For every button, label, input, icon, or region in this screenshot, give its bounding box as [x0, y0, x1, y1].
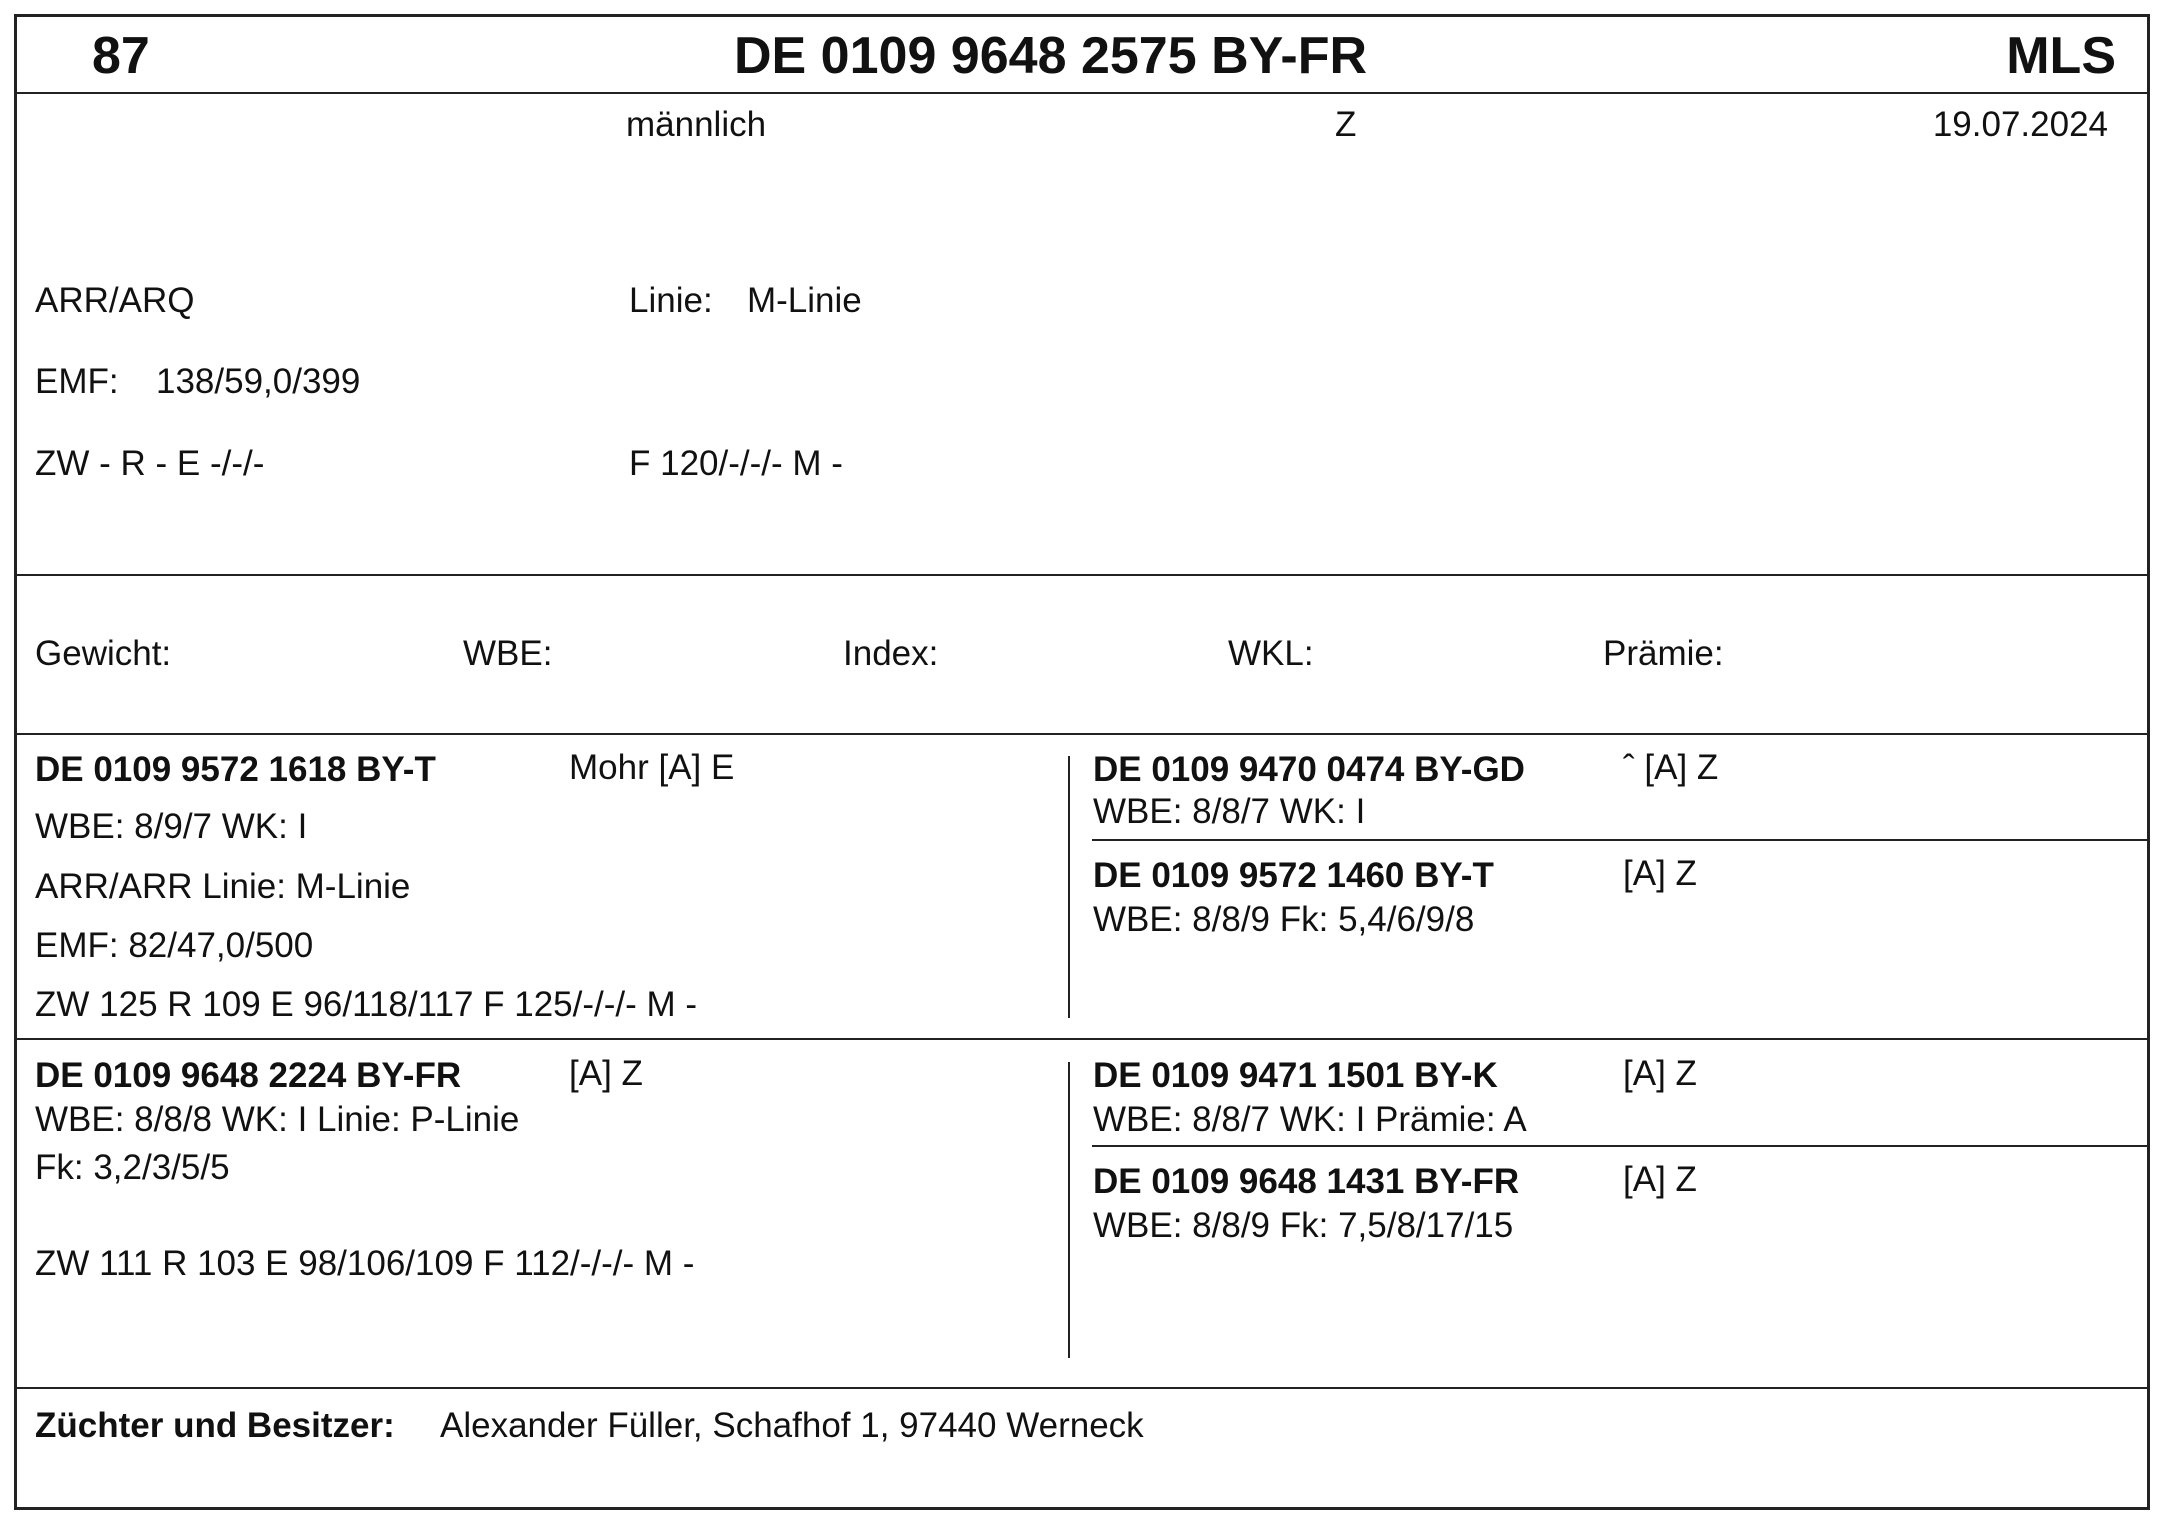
status-mark: Z: [1335, 105, 1357, 144]
sire-dam-wbe: WBE: 8/8/9 Fk: 5,4/6/9/8: [1093, 900, 1475, 939]
dam-sire-id: DE 0109 9471 1501 BY-K: [1093, 1056, 1498, 1095]
divider-dam-grandparents: [1092, 1145, 2150, 1147]
arr-genotype: ARR/ARQ: [35, 281, 195, 320]
emf-value: 138/59,0/399: [156, 362, 361, 401]
breeder-owner-label: Züchter und Besitzer:: [35, 1406, 395, 1445]
divider-dam-vertical: [1068, 1062, 1070, 1358]
emf-label: EMF:: [35, 362, 119, 401]
sire-wbe: WBE: 8/9/7 WK: I: [35, 807, 308, 846]
wbe-label: WBE:: [463, 634, 553, 673]
zw-value: ZW - R - E -/-/-: [35, 444, 265, 483]
sire-sire-id: DE 0109 9470 0474 BY-GD: [1093, 750, 1525, 789]
sire-id: DE 0109 9572 1618 BY-T: [35, 750, 436, 789]
dam-dam-tags: [A] Z: [1623, 1160, 1697, 1199]
gewicht-label: Gewicht:: [35, 634, 172, 673]
divider-dam: [14, 1387, 2150, 1389]
breeder-owner-value: Alexander Füller, Schafhof 1, 97440 Werneck: [440, 1406, 1144, 1445]
divider-info: [14, 574, 2150, 576]
divider-header: [14, 92, 2150, 94]
dam-fk: Fk: 3,2/3/5/5: [35, 1148, 230, 1187]
birth-date: 19.07.2024: [1932, 105, 2108, 144]
dam-tags: [A] Z: [569, 1054, 643, 1093]
linie-value: M-Linie: [747, 281, 862, 320]
catalog-number: 87: [92, 27, 150, 85]
sire-tags: Mohr [A] E: [569, 748, 735, 787]
divider-scores: [14, 733, 2150, 735]
linie-label: Linie:: [629, 281, 713, 320]
index-label: Index:: [843, 634, 939, 673]
dam-sire-tags: [A] Z: [1623, 1054, 1697, 1093]
sire-emf: EMF: 82/47,0/500: [35, 926, 314, 965]
wkl-label: WKL:: [1228, 634, 1314, 673]
animal-id: DE 0109 9648 2575 BY-FR: [734, 27, 1368, 85]
dam-zw: ZW 111 R 103 E 98/106/109 F 112/-/-/- M -: [35, 1244, 695, 1283]
breed-code: MLS: [2006, 27, 2116, 85]
f-value: F 120/-/-/- M -: [629, 444, 843, 483]
dam-dam-id: DE 0109 9648 1431 BY-FR: [1093, 1162, 1520, 1201]
divider-sire-vertical: [1068, 756, 1070, 1018]
dam-dam-wbe: WBE: 8/8/9 Fk: 7,5/8/17/15: [1093, 1206, 1514, 1245]
dam-id: DE 0109 9648 2224 BY-FR: [35, 1056, 462, 1095]
sire-zw: ZW 125 R 109 E 96/118/117 F 125/-/-/- M -: [35, 985, 698, 1024]
sire-arr: ARR/ARR Linie: M-Linie: [35, 867, 411, 906]
sire-dam-tags: [A] Z: [1623, 854, 1697, 893]
sex-value: männlich: [626, 105, 767, 144]
sire-dam-id: DE 0109 9572 1460 BY-T: [1093, 856, 1494, 895]
divider-sire-grandparents: [1092, 839, 2150, 841]
dam-sire-wbe: WBE: 8/8/7 WK: I Prämie: A: [1093, 1100, 1527, 1139]
dam-wbe: WBE: 8/8/8 WK: I Linie: P-Linie: [35, 1100, 520, 1139]
sire-sire-tags: ˆ [A] Z: [1623, 748, 1719, 787]
praemie-label: Prämie:: [1603, 634, 1724, 673]
sire-sire-wbe: WBE: 8/8/7 WK: I: [1093, 792, 1366, 831]
divider-sire: [14, 1038, 2150, 1040]
